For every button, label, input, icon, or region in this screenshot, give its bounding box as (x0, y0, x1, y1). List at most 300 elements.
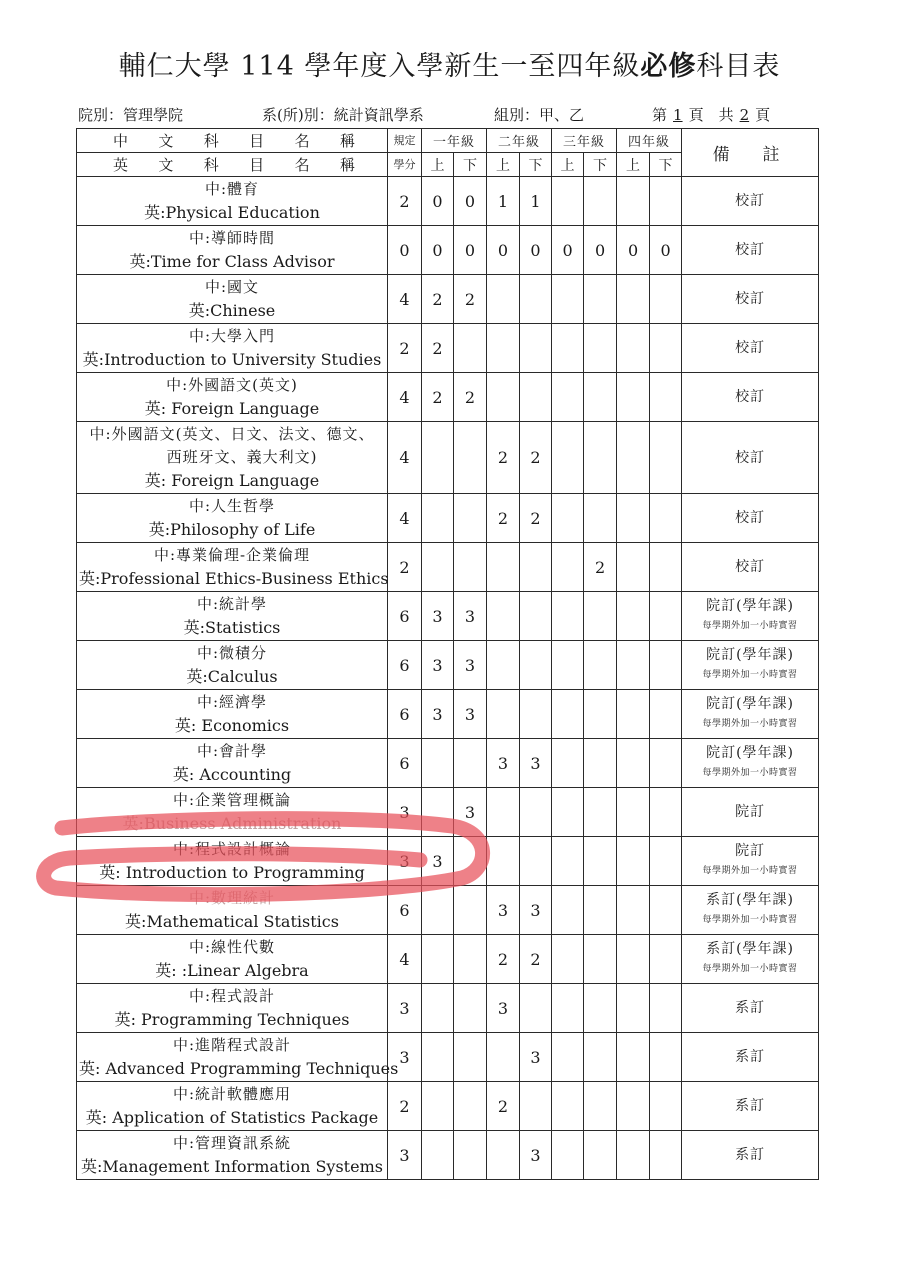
semester-credit-cell (487, 837, 520, 886)
department-label: 系(所)別：統計資訊學系 (262, 106, 424, 124)
course-name-zh: 中:導師時間 (188, 229, 276, 247)
semester-credit-cell (520, 837, 552, 886)
semester-credit-cell (617, 984, 650, 1033)
remark-cell (682, 739, 819, 788)
course-name-en: 英: Foreign Language (144, 399, 320, 418)
semester-credit-cell (617, 690, 650, 739)
course-name-zh: 中:會計學 (196, 742, 268, 760)
semester-credit-cell (650, 739, 682, 788)
semester-credit-cell: 2 (454, 373, 487, 422)
semester-credit-cell (552, 690, 584, 739)
course-name-cell (77, 690, 388, 739)
course-row (77, 984, 819, 1033)
course-row (77, 690, 819, 739)
semester-credit-cell: 0 (584, 226, 617, 275)
zh-header-char: 文 (158, 132, 174, 150)
course-name-en: 英: Introduction to Programming (99, 863, 365, 882)
title-suffix: 科目表 (696, 51, 781, 82)
remark-text: 系訂(學年課) (706, 892, 795, 908)
credits-cell: 4 (388, 935, 422, 984)
semester-credit-cell (584, 935, 617, 984)
course-name-en: 英: Application of Statistics Package (85, 1108, 379, 1127)
remark-cell (682, 1131, 819, 1180)
course-name-zh: 中:體育 (204, 180, 260, 198)
remark-text: 院訂 (735, 804, 766, 820)
course-name-zh: 中:專業倫理-企業倫理 (153, 546, 311, 564)
semester-credit-cell (617, 1131, 650, 1180)
semester-credit-cell (552, 592, 584, 641)
course-name-zh-continued: 西班牙文、義大利文) (166, 448, 318, 466)
semester-credit-cell (422, 1082, 454, 1131)
page-number: 1 (673, 106, 683, 124)
credits-cell: 4 (388, 494, 422, 543)
course-row (77, 1033, 819, 1082)
semester-credit-cell (552, 837, 584, 886)
course-name-en: 英: Foreign Language (144, 471, 320, 490)
semester-credit-cell (617, 275, 650, 324)
course-row (77, 788, 819, 837)
semester-credit-cell (520, 788, 552, 837)
semester-credit-cell (584, 592, 617, 641)
semester-credit-cell (520, 690, 552, 739)
remark-header: 備 註 (682, 129, 819, 177)
course-name-zh: 中:數理統計 (188, 889, 276, 907)
semester-credit-cell: 3 (454, 641, 487, 690)
course-name-cell (77, 935, 388, 984)
course-name-zh: 中:人生哲學 (188, 497, 276, 515)
semester-credit-cell (520, 543, 552, 592)
semester-credit-cell: 2 (520, 494, 552, 543)
course-name-en: 英:Management Information Systems (81, 1157, 383, 1176)
course-name-cell (77, 886, 388, 935)
course-name-cell (77, 226, 388, 275)
remark-note: 每學期外加一小時實習 (702, 768, 798, 778)
remark-note: 每學期外加一小時實習 (702, 621, 798, 631)
semester-credit-cell: 1 (520, 177, 552, 226)
remark-note: 每學期外加一小時實習 (702, 670, 798, 680)
course-name-cell (77, 543, 388, 592)
semester-credit-cell: 2 (487, 1082, 520, 1131)
credit-header-top: 規定 (388, 129, 422, 153)
course-table-body (77, 177, 819, 1180)
semester-credit-cell (552, 177, 584, 226)
course-name-en: 英: Economics (174, 716, 290, 735)
semester-credit-cell (552, 1082, 584, 1131)
semester-credit-cell (617, 422, 650, 494)
semester-credit-cell: 3 (422, 690, 454, 739)
semester-credit-cell: 0 (617, 226, 650, 275)
semester-credit-cell (650, 494, 682, 543)
semester-credit-cell (617, 886, 650, 935)
semester-credit-cell (617, 494, 650, 543)
remark-text: 院訂(學年課) (706, 696, 795, 712)
remark-cell (682, 935, 819, 984)
sem-header: 下 (520, 153, 552, 177)
semester-credit-cell (487, 275, 520, 324)
zh-header-char: 目 (249, 132, 265, 150)
semester-credit-cell: 3 (487, 886, 520, 935)
semester-credit-cell (650, 935, 682, 984)
semester-credit-cell (617, 739, 650, 788)
credits-cell: 4 (388, 275, 422, 324)
credits-cell: 3 (388, 984, 422, 1033)
credits-cell: 4 (388, 422, 422, 494)
en-header-char: 稱 (339, 156, 355, 174)
semester-credit-cell (650, 641, 682, 690)
remark-text: 院訂(學年課) (706, 745, 795, 761)
remark-text: 系訂(學年課) (706, 941, 795, 957)
semester-credit-cell (552, 1033, 584, 1082)
credit-header-bottom: 學分 (388, 153, 422, 177)
sem-header: 下 (454, 153, 487, 177)
semester-credit-cell (584, 324, 617, 373)
semester-credit-cell (487, 1033, 520, 1082)
course-name-zh: 中:管理資訊系統 (172, 1134, 292, 1152)
course-name-cell (77, 739, 388, 788)
credits-cell: 2 (388, 1082, 422, 1131)
semester-credit-cell: 0 (520, 226, 552, 275)
semester-credit-cell (520, 984, 552, 1033)
remark-cell (682, 1033, 819, 1082)
semester-credit-cell (650, 324, 682, 373)
course-name-en: 英:Statistics (183, 618, 281, 637)
semester-credit-cell (454, 324, 487, 373)
semester-credit-cell: 3 (487, 984, 520, 1033)
sem-header: 下 (650, 153, 682, 177)
semester-credit-cell (584, 1082, 617, 1131)
semester-credit-cell (584, 837, 617, 886)
semester-credit-cell (520, 592, 552, 641)
semester-credit-cell (454, 422, 487, 494)
remark-cell (682, 984, 819, 1033)
course-name-cell (77, 641, 388, 690)
semester-credit-cell (650, 543, 682, 592)
semester-credit-cell (454, 886, 487, 935)
semester-credit-cell (422, 739, 454, 788)
course-row (77, 592, 819, 641)
semester-credit-cell (650, 592, 682, 641)
credits-cell: 2 (388, 543, 422, 592)
semester-credit-cell (520, 641, 552, 690)
semester-credit-cell (454, 494, 487, 543)
semester-credit-cell (487, 543, 520, 592)
semester-credit-cell (584, 641, 617, 690)
remark-text: 院訂 (735, 843, 766, 859)
credits-cell: 2 (388, 324, 422, 373)
semester-credit-cell (552, 641, 584, 690)
semester-credit-cell (584, 739, 617, 788)
credits-cell: 4 (388, 373, 422, 422)
credits-cell: 3 (388, 837, 422, 886)
semester-credit-cell: 3 (487, 739, 520, 788)
semester-credit-cell: 0 (650, 226, 682, 275)
course-name-cell (77, 177, 388, 226)
semester-credit-cell (584, 984, 617, 1033)
credits-cell: 6 (388, 886, 422, 935)
semester-credit-cell (650, 1082, 682, 1131)
semester-credit-cell: 2 (422, 373, 454, 422)
course-name-zh: 中:程式設計 (188, 987, 276, 1005)
semester-credit-cell (584, 886, 617, 935)
year-2-header: 二年級 (487, 129, 552, 153)
semester-credit-cell (422, 543, 454, 592)
semester-credit-cell: 3 (520, 886, 552, 935)
sem-header: 上 (487, 153, 520, 177)
sem-header: 下 (584, 153, 617, 177)
course-name-cell (77, 788, 388, 837)
semester-credit-cell (487, 592, 520, 641)
remark-text: 系訂 (735, 1098, 766, 1114)
semester-credit-cell: 3 (422, 837, 454, 886)
semester-credit-cell: 0 (454, 177, 487, 226)
semester-credit-cell (584, 494, 617, 543)
semester-credit-cell (617, 373, 650, 422)
course-row (77, 1131, 819, 1180)
semester-credit-cell (552, 788, 584, 837)
semester-credit-cell (487, 641, 520, 690)
semester-credit-cell (584, 788, 617, 837)
course-name-zh: 中:線性代數 (188, 938, 276, 956)
sem-header: 上 (617, 153, 650, 177)
year-4-header: 四年級 (617, 129, 682, 153)
credits-cell: 0 (388, 226, 422, 275)
remark-text: 系訂 (735, 1147, 766, 1163)
page-indicator (652, 104, 770, 125)
group-label: 組別：甲、乙 (494, 106, 585, 124)
semester-credit-cell: 2 (520, 422, 552, 494)
semester-credit-cell (584, 422, 617, 494)
remark-cell (682, 494, 819, 543)
semester-credit-cell: 0 (552, 226, 584, 275)
en-header-char: 科 (203, 156, 219, 174)
course-row (77, 739, 819, 788)
year-1-header: 一年級 (422, 129, 487, 153)
semester-credit-cell (650, 177, 682, 226)
semester-credit-cell (487, 1131, 520, 1180)
course-row (77, 373, 819, 422)
semester-credit-cell (520, 373, 552, 422)
semester-credit-cell: 2 (422, 324, 454, 373)
semester-credit-cell (422, 886, 454, 935)
semester-credit-cell (520, 275, 552, 324)
semester-credit-cell (487, 690, 520, 739)
course-name-en: 英:Time for Class Advisor (129, 252, 335, 271)
course-row (77, 275, 819, 324)
semester-credit-cell (552, 886, 584, 935)
sem-header: 上 (422, 153, 454, 177)
remark-cell (682, 592, 819, 641)
credits-cell: 6 (388, 690, 422, 739)
course-table (76, 128, 819, 1180)
semester-credit-cell: 3 (520, 1033, 552, 1082)
semester-credit-cell (454, 543, 487, 592)
course-name-en: 英: Accounting (172, 765, 292, 784)
course-row (77, 1082, 819, 1131)
en-header-char: 目 (249, 156, 265, 174)
semester-credit-cell: 2 (487, 494, 520, 543)
semester-credit-cell (487, 324, 520, 373)
course-row (77, 494, 819, 543)
semester-credit-cell (617, 592, 650, 641)
credits-cell: 3 (388, 1131, 422, 1180)
semester-credit-cell (552, 324, 584, 373)
remark-text: 校訂 (735, 559, 766, 575)
semester-credit-cell (454, 984, 487, 1033)
semester-credit-cell (584, 275, 617, 324)
course-name-cell (77, 275, 388, 324)
course-row (77, 324, 819, 373)
course-name-zh: 中:程式設計概論 (172, 840, 292, 858)
semester-credit-cell (422, 494, 454, 543)
semester-credit-cell (650, 275, 682, 324)
course-name-zh: 中:進階程式設計 (172, 1036, 292, 1054)
semester-credit-cell (650, 373, 682, 422)
semester-credit-cell (552, 1131, 584, 1180)
semester-credit-cell (552, 935, 584, 984)
semester-credit-cell (552, 422, 584, 494)
course-name-en: 英:Mathematical Statistics (125, 912, 339, 931)
remark-cell (682, 788, 819, 837)
course-name-cell (77, 324, 388, 373)
course-name-zh: 中:外國語文(英文、日文、法文、德文、 (89, 425, 375, 443)
credits-cell: 6 (388, 592, 422, 641)
course-row (77, 837, 819, 886)
semester-credit-cell (617, 837, 650, 886)
semester-credit-cell (552, 984, 584, 1033)
course-row (77, 886, 819, 935)
remark-text: 系訂 (735, 1049, 766, 1065)
remark-text: 校訂 (735, 193, 766, 209)
en-header-char: 名 (294, 156, 310, 174)
remark-cell (682, 275, 819, 324)
semester-credit-cell: 0 (454, 226, 487, 275)
semester-credit-cell (617, 641, 650, 690)
course-name-cell (77, 494, 388, 543)
semester-credit-cell (650, 837, 682, 886)
semester-credit-cell (617, 1082, 650, 1131)
course-name-cell (77, 422, 388, 494)
en-header-char: 文 (158, 156, 174, 174)
semester-credit-cell: 3 (454, 690, 487, 739)
course-row (77, 935, 819, 984)
title-bold: 必修 (640, 51, 697, 82)
semester-credit-cell (454, 837, 487, 886)
semester-credit-cell (487, 788, 520, 837)
course-name-zh: 中:微積分 (196, 644, 268, 662)
semester-credit-cell: 1 (487, 177, 520, 226)
remark-cell (682, 324, 819, 373)
course-name-en: 英:Philosophy of Life (148, 520, 316, 539)
course-name-zh: 中:大學入門 (188, 327, 276, 345)
semester-credit-cell (617, 177, 650, 226)
remark-cell (682, 1082, 819, 1131)
semester-credit-cell: 2 (487, 935, 520, 984)
semester-credit-cell (454, 1033, 487, 1082)
sem-header: 上 (552, 153, 584, 177)
semester-credit-cell (650, 1033, 682, 1082)
semester-credit-cell (650, 788, 682, 837)
course-name-en: 英:Chinese (188, 301, 276, 320)
title-prefix: 輔仁大學 114 學年度入學新生一至四年級 (118, 51, 641, 82)
semester-credit-cell: 2 (584, 543, 617, 592)
course-name-zh: 中:統計學 (196, 595, 268, 613)
semester-credit-cell (650, 984, 682, 1033)
semester-credit-cell: 3 (454, 592, 487, 641)
semester-credit-cell (422, 984, 454, 1033)
semester-credit-cell (520, 1082, 552, 1131)
remark-text: 校訂 (735, 510, 766, 526)
semester-credit-cell (584, 690, 617, 739)
remark-cell (682, 690, 819, 739)
semester-credit-cell (487, 373, 520, 422)
credits-cell: 3 (388, 788, 422, 837)
semester-credit-cell: 2 (487, 422, 520, 494)
course-name-en: 英:Physical Education (144, 203, 320, 222)
course-row (77, 641, 819, 690)
semester-credit-cell (422, 788, 454, 837)
semester-credit-cell (650, 690, 682, 739)
semester-credit-cell (650, 886, 682, 935)
course-name-zh: 中:企業管理概論 (172, 791, 292, 809)
course-name-cell (77, 1082, 388, 1131)
semester-credit-cell (617, 935, 650, 984)
remark-text: 院訂(學年課) (706, 647, 795, 663)
semester-credit-cell (552, 543, 584, 592)
remark-cell (682, 226, 819, 275)
semester-credit-cell: 2 (422, 275, 454, 324)
remark-text: 院訂(學年課) (706, 598, 795, 614)
credits-cell: 3 (388, 1033, 422, 1082)
document-title (0, 44, 899, 83)
semester-credit-cell: 3 (520, 1131, 552, 1180)
course-name-zh: 中:經濟學 (196, 693, 268, 711)
course-name-cell (77, 373, 388, 422)
course-name-cell (77, 592, 388, 641)
semester-credit-cell (650, 1131, 682, 1180)
remark-cell (682, 177, 819, 226)
course-row (77, 226, 819, 275)
course-row (77, 177, 819, 226)
page-suffix: 頁 (755, 106, 771, 124)
en-name-header (77, 153, 388, 177)
semester-credit-cell (552, 373, 584, 422)
year-3-header: 三年級 (552, 129, 617, 153)
credits-cell: 6 (388, 739, 422, 788)
semester-credit-cell: 2 (454, 275, 487, 324)
remark-note: 每學期外加一小時實習 (702, 915, 798, 925)
course-name-en: 英:Introduction to University Studies (82, 350, 382, 369)
semester-credit-cell (617, 788, 650, 837)
semester-credit-cell: 3 (520, 739, 552, 788)
course-row (77, 543, 819, 592)
semester-credit-cell (552, 275, 584, 324)
semester-credit-cell (617, 1033, 650, 1082)
zh-header-char: 名 (294, 132, 310, 150)
semester-credit-cell (584, 1131, 617, 1180)
semester-credit-cell (454, 1131, 487, 1180)
zh-header-char: 稱 (339, 132, 355, 150)
course-name-cell (77, 837, 388, 886)
remark-text: 校訂 (735, 291, 766, 307)
semester-credit-cell (422, 1131, 454, 1180)
semester-credit-cell: 2 (520, 935, 552, 984)
semester-credit-cell (520, 324, 552, 373)
remark-cell (682, 886, 819, 935)
remark-text: 校訂 (735, 449, 766, 466)
remark-text: 校訂 (735, 340, 766, 356)
zh-header-char: 科 (203, 132, 219, 150)
semester-credit-cell (617, 543, 650, 592)
